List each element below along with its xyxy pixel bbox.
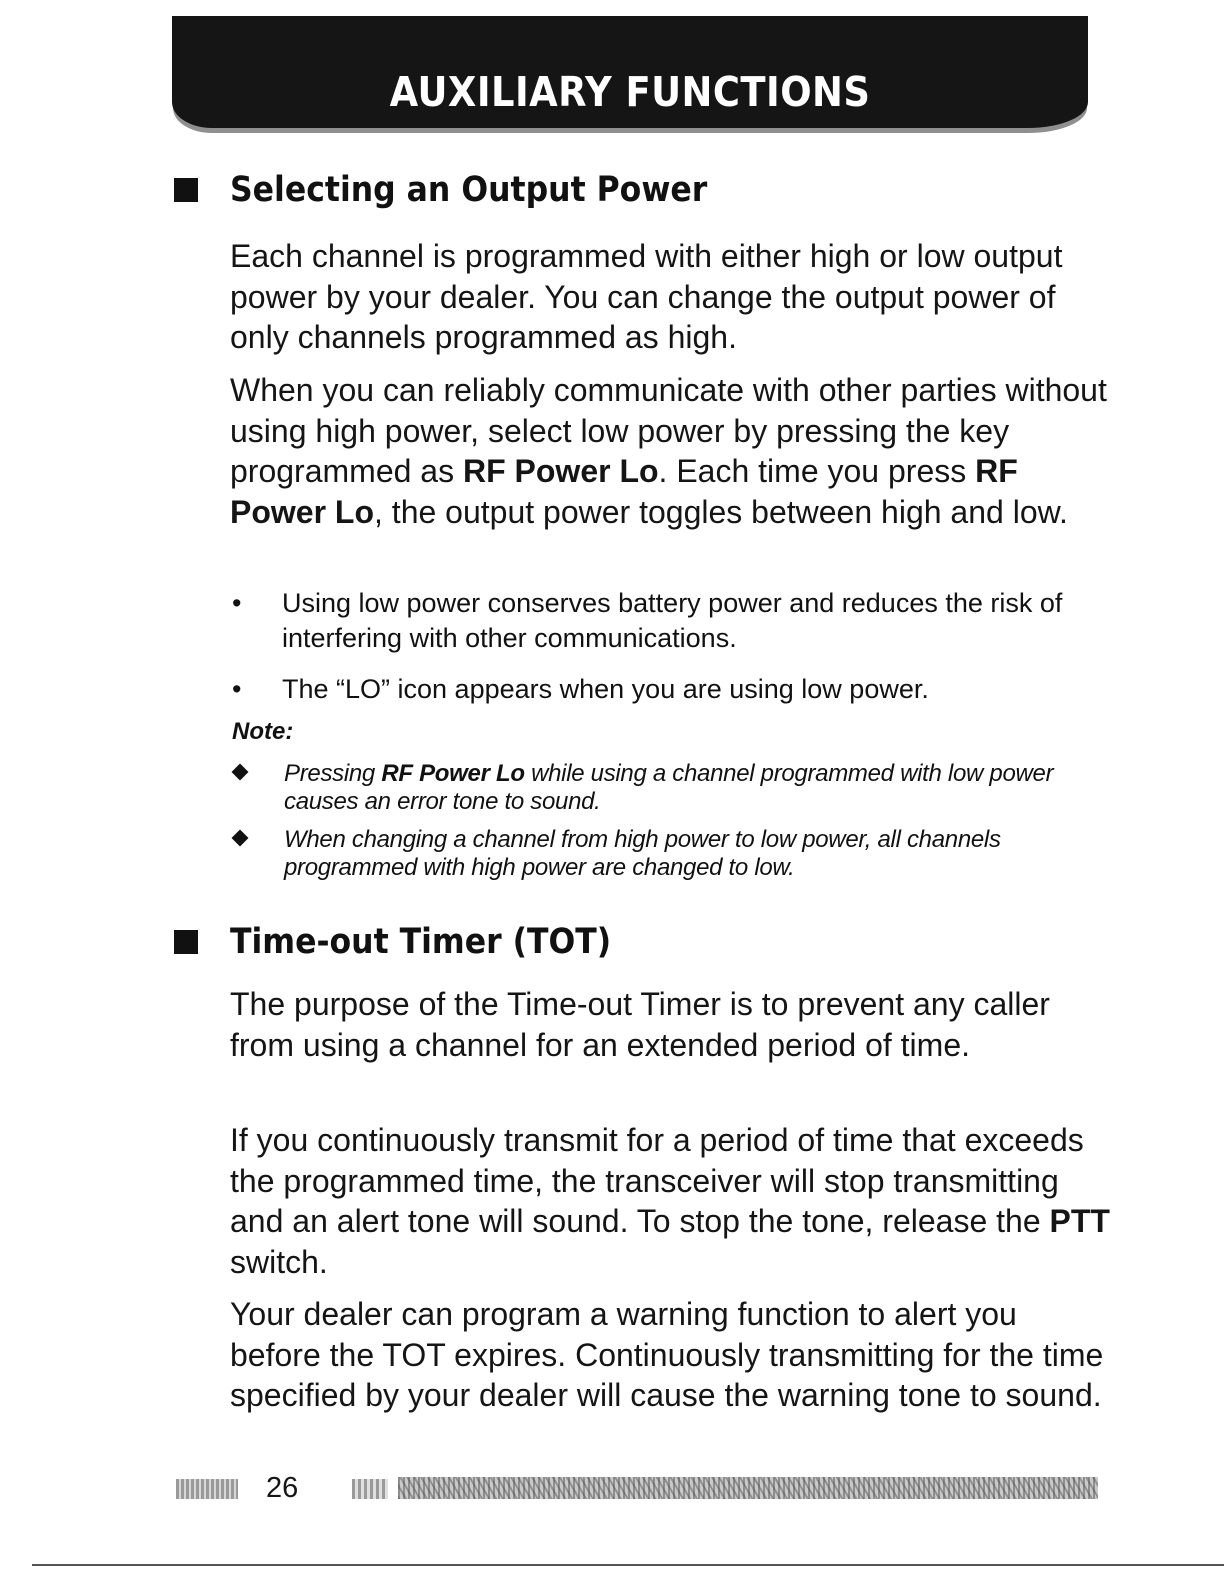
output-power-bullet-list bbox=[230, 586, 1110, 723]
chapter-title: AUXILIARY FUNCTIONS bbox=[389, 68, 871, 116]
list-item: • Using low power conserves battery power and reduces the risk of interfering with other communications. bbox=[232, 588, 1063, 653]
bullet-dot-icon: • bbox=[232, 588, 242, 618]
footer-decorative-bar bbox=[352, 1479, 388, 1499]
note-list bbox=[230, 760, 1110, 892]
tot-warning-paragraph: Your dealer can program a warning function to alert you before the TOT expires. Continuously transmitting for the time specified by your dealer will cause the warning tone to sound. bbox=[230, 1296, 1104, 1413]
key-name: RF Power Lo bbox=[230, 453, 1018, 530]
note-label: Note: bbox=[232, 718, 294, 745]
bullet-dot-icon: • bbox=[232, 674, 242, 704]
section-heading-output-power bbox=[174, 170, 760, 210]
tot-transmit-paragraph: If you continuously transmit for a period of time that exceeds the programmed time, the transceiver will stop transmitting and an alert tone will sound. To stop the tone, release the PTT switch. bbox=[230, 1122, 1110, 1280]
square-bullet-icon bbox=[174, 930, 198, 954]
list-item: When changing a channel from high power to low power, all channels programmed with high power are changed to low. bbox=[230, 826, 1110, 882]
diamond-bullet-icon bbox=[232, 764, 249, 781]
section-heading-text: Time-out Timer (TOT) bbox=[230, 922, 612, 962]
list-item: • The “LO” icon appears when you are using low power. bbox=[230, 672, 1110, 707]
section-heading-text: Selecting an Output Power bbox=[230, 170, 708, 210]
footer-decorative-bar bbox=[398, 1477, 1098, 1499]
square-bullet-icon bbox=[174, 178, 198, 202]
output-power-usage-paragraph: When you can reliably communicate with other parties without using high power, select low power by pressing the key programmed as RF Power Lo. Each time you press RF Power Lo, the output power toggles between high and low. bbox=[230, 372, 1107, 530]
list-item: Pressing RF Power Lo while using a channel programmed with low power causes an error tone to sound. bbox=[230, 760, 1110, 816]
key-name: PTT bbox=[1049, 1203, 1110, 1239]
key-name: RF Power Lo bbox=[381, 760, 525, 787]
output-power-intro-paragraph: Each channel is programmed with either high or low output power by your dealer. You can change the output power of only channels programmed as high. bbox=[230, 238, 1063, 355]
diamond-bullet-icon bbox=[232, 830, 249, 847]
key-name: RF Power Lo bbox=[462, 453, 659, 489]
footer-decorative-bar bbox=[176, 1479, 238, 1499]
page-number: 26 bbox=[266, 1472, 299, 1504]
bottom-rule bbox=[32, 1564, 1224, 1566]
tot-purpose-paragraph: The purpose of the Time-out Timer is to prevent any caller from using a channel for an extended period of time. bbox=[230, 986, 1050, 1063]
section-heading-time-out-timer bbox=[174, 922, 654, 962]
chapter-header-banner bbox=[172, 16, 1088, 128]
